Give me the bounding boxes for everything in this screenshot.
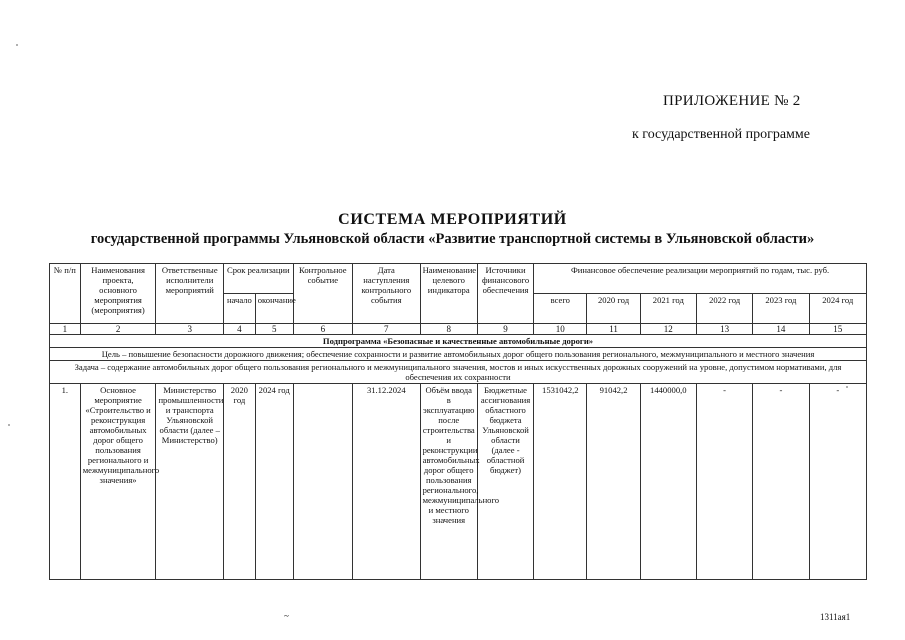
col-number: 12 [640,324,696,335]
row-indicator: Объём ввода в эксплуатацию после строительства и реконструкции автомобильных дорог общего пользования регионального, межмуниципального и местного значения [420,384,477,580]
row-start: 2020 год [224,384,256,580]
header-num: № п/п [50,264,81,324]
header-end: окончание [255,294,293,324]
goal-row [50,348,867,361]
appendix-subtitle: к государственной программе [632,127,810,142]
document-title: СИСТЕМА МЕРОПРИЯТИЙ [338,211,567,228]
task-row [50,361,867,384]
col-number: 15 [809,324,866,335]
table-row [50,384,867,580]
subprogram-row [50,335,867,348]
measures-table [49,263,867,580]
col-number: 14 [753,324,809,335]
header-sources: Источники финансового обеспечения [477,264,533,324]
header-control: Контрольное событие [293,264,352,324]
footer-code: 1311ая1 [820,612,851,622]
column-number-row [50,324,867,335]
goal-text: Цель – повышение безопасности дорожного движения; обеспечение сохранности и развитие автомобильных дорог общего пользования регионального, межмуниципального и местного значения [50,348,867,361]
scan-speck [8,424,10,426]
row-2021: 1440000,0 [640,384,696,580]
row-2024: - [809,384,866,580]
col-number: 6 [293,324,352,335]
col-number: 10 [534,324,587,335]
row-2022: - [696,384,752,580]
col-number: 2 [80,324,156,335]
row-total: 1531042,2 [534,384,587,580]
row-date: 31.12.2024 [353,384,421,580]
col-number: 3 [156,324,224,335]
header-finance: Финансовое обеспечение реализации мероприятий по годам, тыс. руб. [534,264,867,294]
row-2020: 91042,2 [587,384,640,580]
col-number: 11 [587,324,640,335]
row-control [293,384,352,580]
header-start: начало [224,294,256,324]
col-number: 1 [50,324,81,335]
task-text: Задача – содержание автомобильных дорог общего пользования регионального и межмуниципального значения, мостов и иных искусственных дорожных сооружений на уровне, допустимом нормативами, для обеспечения их сохранности [50,361,867,384]
appendix-label: ПРИЛОЖЕНИЕ № 2 [663,93,801,109]
header-2024: 2024 год [809,294,866,324]
col-number: 5 [255,324,293,335]
scan-speck [846,386,848,388]
row-responsible: Министерство промышленности и транспорта Ульяновской области (далее – Министерство) [156,384,224,580]
row-2023: - [753,384,809,580]
col-number: 7 [353,324,421,335]
subprogram-title: Подпрограмма «Безопасные и качественные автомобильные дороги» [50,335,867,348]
header-2021: 2021 год [640,294,696,324]
header-indicator: Наименование целевого индикатора [420,264,477,324]
row-end: 2024 год [255,384,293,580]
header-total: всего [534,294,587,324]
header-2023: 2023 год [753,294,809,324]
header-2020: 2020 год [587,294,640,324]
scan-speck [16,44,18,46]
header-term: Срок реализации [224,264,294,294]
col-number: 13 [696,324,752,335]
document-subtitle: государственной программы Ульяновской области «Развитие транспортной системы в Ульяновской области» [90,231,815,247]
footer-mark: ~ [284,611,289,621]
table-header-row [50,264,867,294]
row-name: Основное мероприятие «Строительство и реконструкция автомобильных дорог общего пользования регионального и межмуниципального значения» [80,384,156,580]
header-name: Наименования проекта, основного мероприятия (мероприятия) [80,264,156,324]
col-number: 9 [477,324,533,335]
header-date: Дата наступления контрольного события [353,264,421,324]
row-num: 1. [50,384,81,580]
header-2022: 2022 год [696,294,752,324]
col-number: 4 [224,324,256,335]
row-sources: Бюджетные ассигнования областного бюджета Ульяновской области (далее - областной бюджет) [477,384,533,580]
header-responsible: Ответственные исполнители мероприятий [156,264,224,324]
col-number: 8 [420,324,477,335]
